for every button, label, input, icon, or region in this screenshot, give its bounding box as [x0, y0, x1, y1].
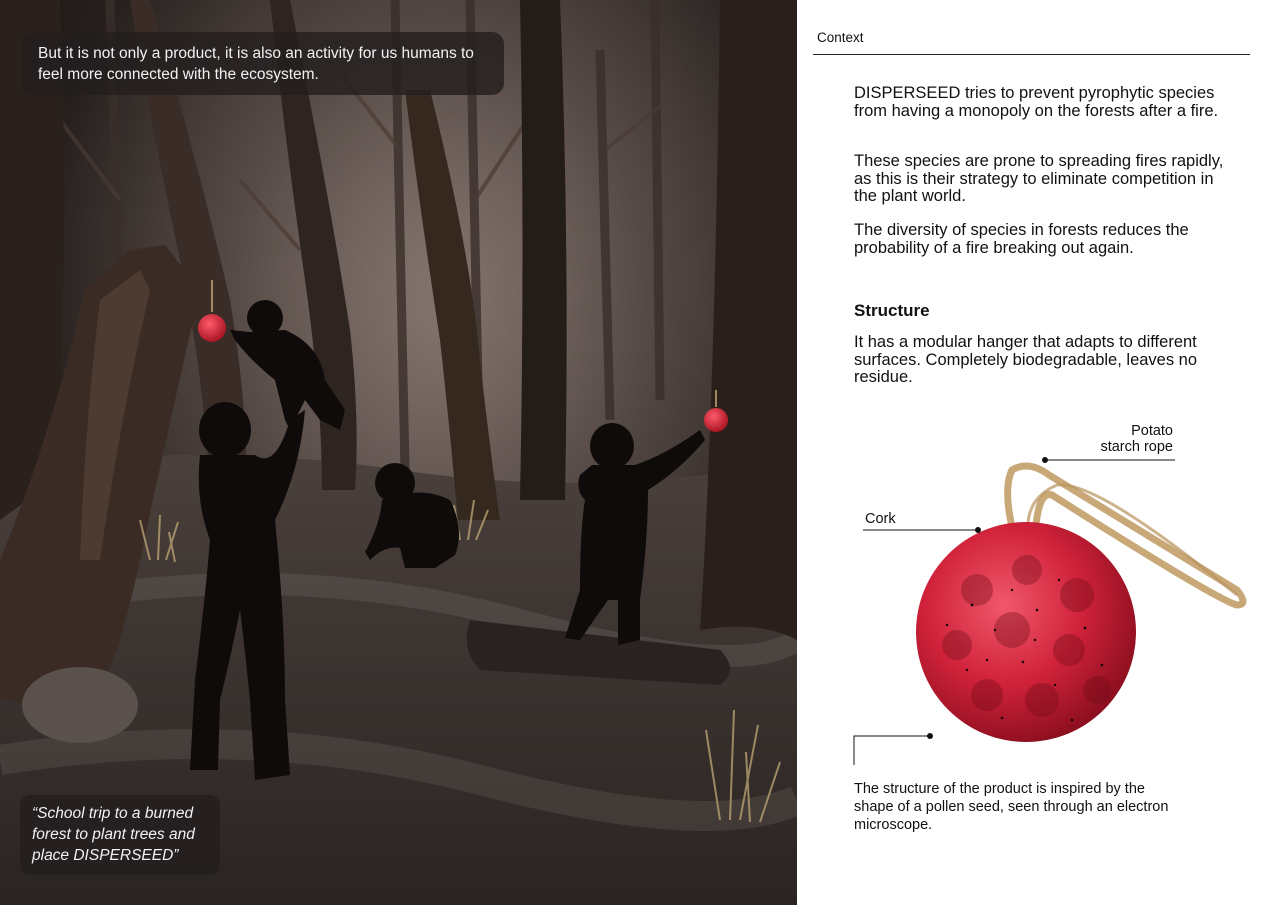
photo-caption-bottom: “School trip to a burned forest to plant trees and place DISPERSEED” [20, 795, 220, 875]
context-paragraph-2: These species are prone to spreading fires rapidly, as this is their strategy to eliminate competition in the plant world. [854, 152, 1224, 205]
cork-label: Cork [865, 511, 896, 527]
structure-footnote: The structure of the product is inspired by the shape of a pollen seed, seen through an electron microscope. [854, 781, 1169, 833]
rope-label: Potato starch rope [1100, 423, 1173, 455]
section-divider [813, 54, 1250, 55]
photo-caption-top: But it is not only a product, it is also an activity for us humans to feel more connected with the ecosystem. [22, 32, 504, 95]
section-label: Context [817, 30, 864, 45]
structure-heading: Structure [854, 301, 930, 320]
structure-paragraph: It has a modular hanger that adapts to different surfaces. Completely biodegradable, leaves no residue. [854, 333, 1198, 386]
context-panel [797, 0, 1280, 905]
context-paragraph-3: The diversity of species in forests reduces the probability of a fire breaking out again. [854, 221, 1189, 257]
context-paragraph-1: DISPERSEED tries to prevent pyrophytic species from having a monopoly on the forests after a fire. [854, 84, 1219, 120]
